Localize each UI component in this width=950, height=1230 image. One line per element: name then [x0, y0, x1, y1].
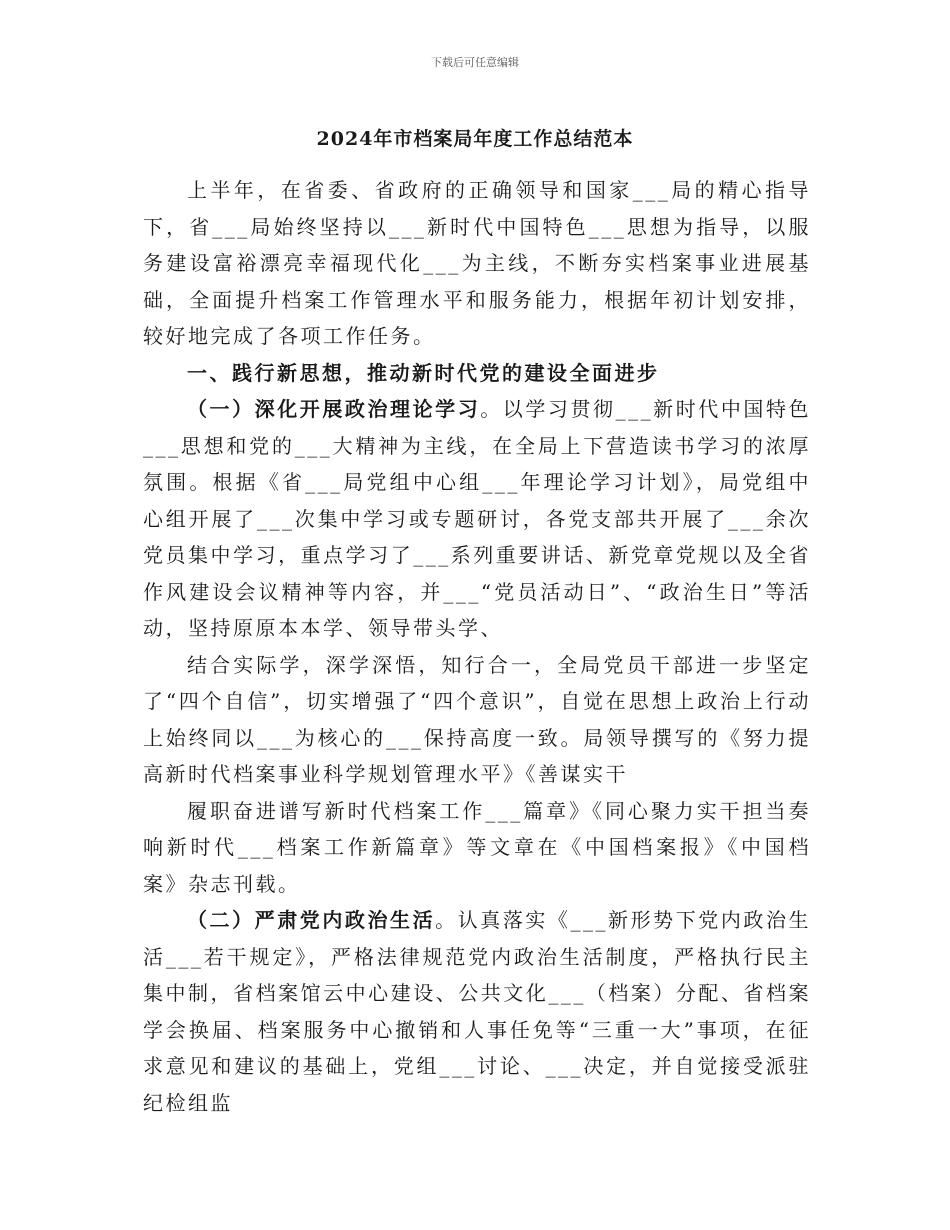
subsection-lead: （二）严肃党内政治生活 — [187, 908, 436, 932]
heading-text: 一、践行新思想，推动新时代党的建设全面进步 — [187, 360, 660, 385]
document-title: 2024年市档案局年度工作总结范本 — [316, 128, 634, 150]
subsection-lead: （一）深化开展政治理论学习 — [187, 397, 481, 421]
paragraph-party-life — [143, 902, 811, 1121]
paragraph-articles — [143, 793, 811, 903]
paragraph-text: 上半年，在省委、省政府的正确领导和国家___局的精心指导下，省___局始终坚持以___新时代中国特色___思想为指导，以服务建设富裕漂亮幸福现代化___为主线，不断夯实档案事业进展基础，全面提升档案工作管理水平和服务能力，根据年初计划安排，较好地完成了各项工作任务。 — [143, 178, 811, 348]
paragraph-text: 。认真落实《___新形势下党内政治生活___若干规定》，严格法律规范党内政治生活制度，严格执行民主集中制，省档案馆云中心建设、公共文化___（档案）分配、省档案学会换届、档案服务中心撤销和人事任免等“三重一大”事项，在征求意见和建议的基础上，党组___讨论、___决定，并自觉接受派驻纪检组监 — [143, 908, 812, 1115]
paragraph-practice — [143, 647, 811, 793]
page-header-note: 下载后可任意编辑 — [431, 56, 519, 69]
paragraph-text: 履职奋进谱写新时代档案工作___篇章》《同心聚力实干担当奏响新时代___档案工作新篇章》等文章在《中国档案报》《中国档案》杂志刊载。 — [143, 798, 811, 896]
section-heading-1 — [143, 355, 811, 392]
document-body — [143, 172, 811, 1121]
paragraph-intro — [143, 172, 811, 355]
paragraph-text: 。以学习贯彻___新时代中国特色___思想和党的___大精神为主线，在全局上下营造读书学习的浓厚氛围。根据《省___局党组中心组___年理论学习计划》，局党组中心组开展了___次集中学习或专题研讨，各党支部共开展了___余次党员集中学习，重点学习了___系列重要讲话、新党章党规以及全省作风建设会议精神等内容，并___“党员活动日”、“政治生日”等活动，坚持原原本本学、领导带头学、 — [143, 397, 811, 640]
paragraph-text: 结合实际学，深学深悟，知行合一，全局党员干部进一步坚定了“四个自信”，切实增强了“四个意识”，自觉在思想上政治上行动上始终同以___为核心的___保持高度一致。局领导撰写的《努力提高新时代档案事业科学规划管理水平》《善谋实干 — [143, 652, 811, 786]
paragraph-political-study — [143, 391, 811, 647]
